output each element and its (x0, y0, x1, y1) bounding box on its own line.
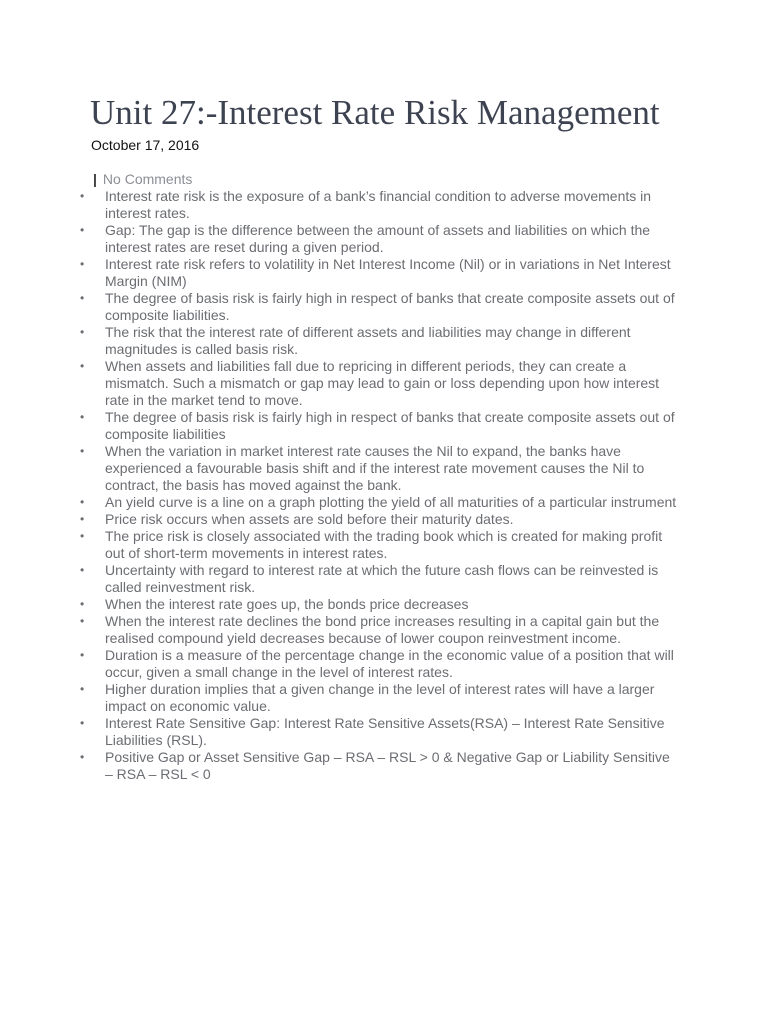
bullet-item: • Interest Rate Sensitive Gap: Interest Rate Sensitive Assets(RSA) – Interest Rate Sensitive Liabilities (RSL). (80, 715, 680, 749)
bullet-item: • Duration is a measure of the percentage change in the economic value of a position that will occur, given a small change in the level of interest rates. (80, 647, 680, 681)
bullet-item: • When the variation in market interest rate causes the Nil to expand, the banks have experienced a favourable basis shift and if the interest rate movement causes the Nil to contract, the basis has moved against the bank. (80, 443, 680, 494)
bullet-item: • Higher duration implies that a given change in the level of interest rates will have a larger impact on economic value. (80, 681, 680, 715)
post-meta (93, 171, 192, 188)
bullet-item: • The degree of basis risk is fairly high in respect of banks that create composite assets out of composite liabilities (80, 409, 680, 443)
bullet-item: • Positive Gap or Asset Sensitive Gap – RSA – RSL > 0 & Negative Gap or Liability Sensitive – RSA – RSL < 0 (80, 749, 680, 783)
bullet-item: • When the interest rate declines the bond price increases resulting in a capital gain but the realised compound yield decreases because of lower coupon reinvestment income. (80, 613, 680, 647)
bullet-item: • Interest rate risk is the exposure of a bank’s financial condition to adverse movements in interest rates. (80, 188, 680, 222)
bullet-list (80, 188, 680, 783)
bullet-item: • Price risk occurs when assets are sold before their maturity dates. (80, 511, 680, 528)
page-title: Unit 27:-Interest Rate Risk Management (90, 93, 660, 132)
bullet-item: • The risk that the interest rate of different assets and liabilities may change in different magnitudes is called basis risk. (80, 324, 680, 358)
post-date: October 17, 2016 (91, 137, 200, 153)
meta-separator: | (93, 171, 97, 187)
bullet-item: • Gap: The gap is the difference between the amount of assets and liabilities on which the interest rates are reset during a given period. (80, 222, 680, 256)
bullet-item: • An yield curve is a line on a graph plotting the yield of all maturities of a particular instrument (80, 494, 680, 511)
bullet-item: • The degree of basis risk is fairly high in respect of banks that create composite assets out of composite liabilities. (80, 290, 680, 324)
bullet-item: • Uncertainty with regard to interest rate at which the future cash flows can be reinvested is called reinvestment risk. (80, 562, 680, 596)
bullet-item: • When assets and liabilities fall due to repricing in different periods, they can create a mismatch. Such a mismatch or gap may lead to gain or loss depending upon how interest rate in the market tend to move. (80, 358, 680, 409)
bullet-item: • When the interest rate goes up, the bonds price decreases (80, 596, 680, 613)
bullet-item: • The price risk is closely associated with the trading book which is created for making profit out of short-term movements in interest rates. (80, 528, 680, 562)
bullet-item: • Interest rate risk refers to volatility in Net Interest Income (Nil) or in variations in Net Interest Margin (NIM) (80, 256, 680, 290)
comments-link[interactable]: No Comments (102, 171, 193, 187)
